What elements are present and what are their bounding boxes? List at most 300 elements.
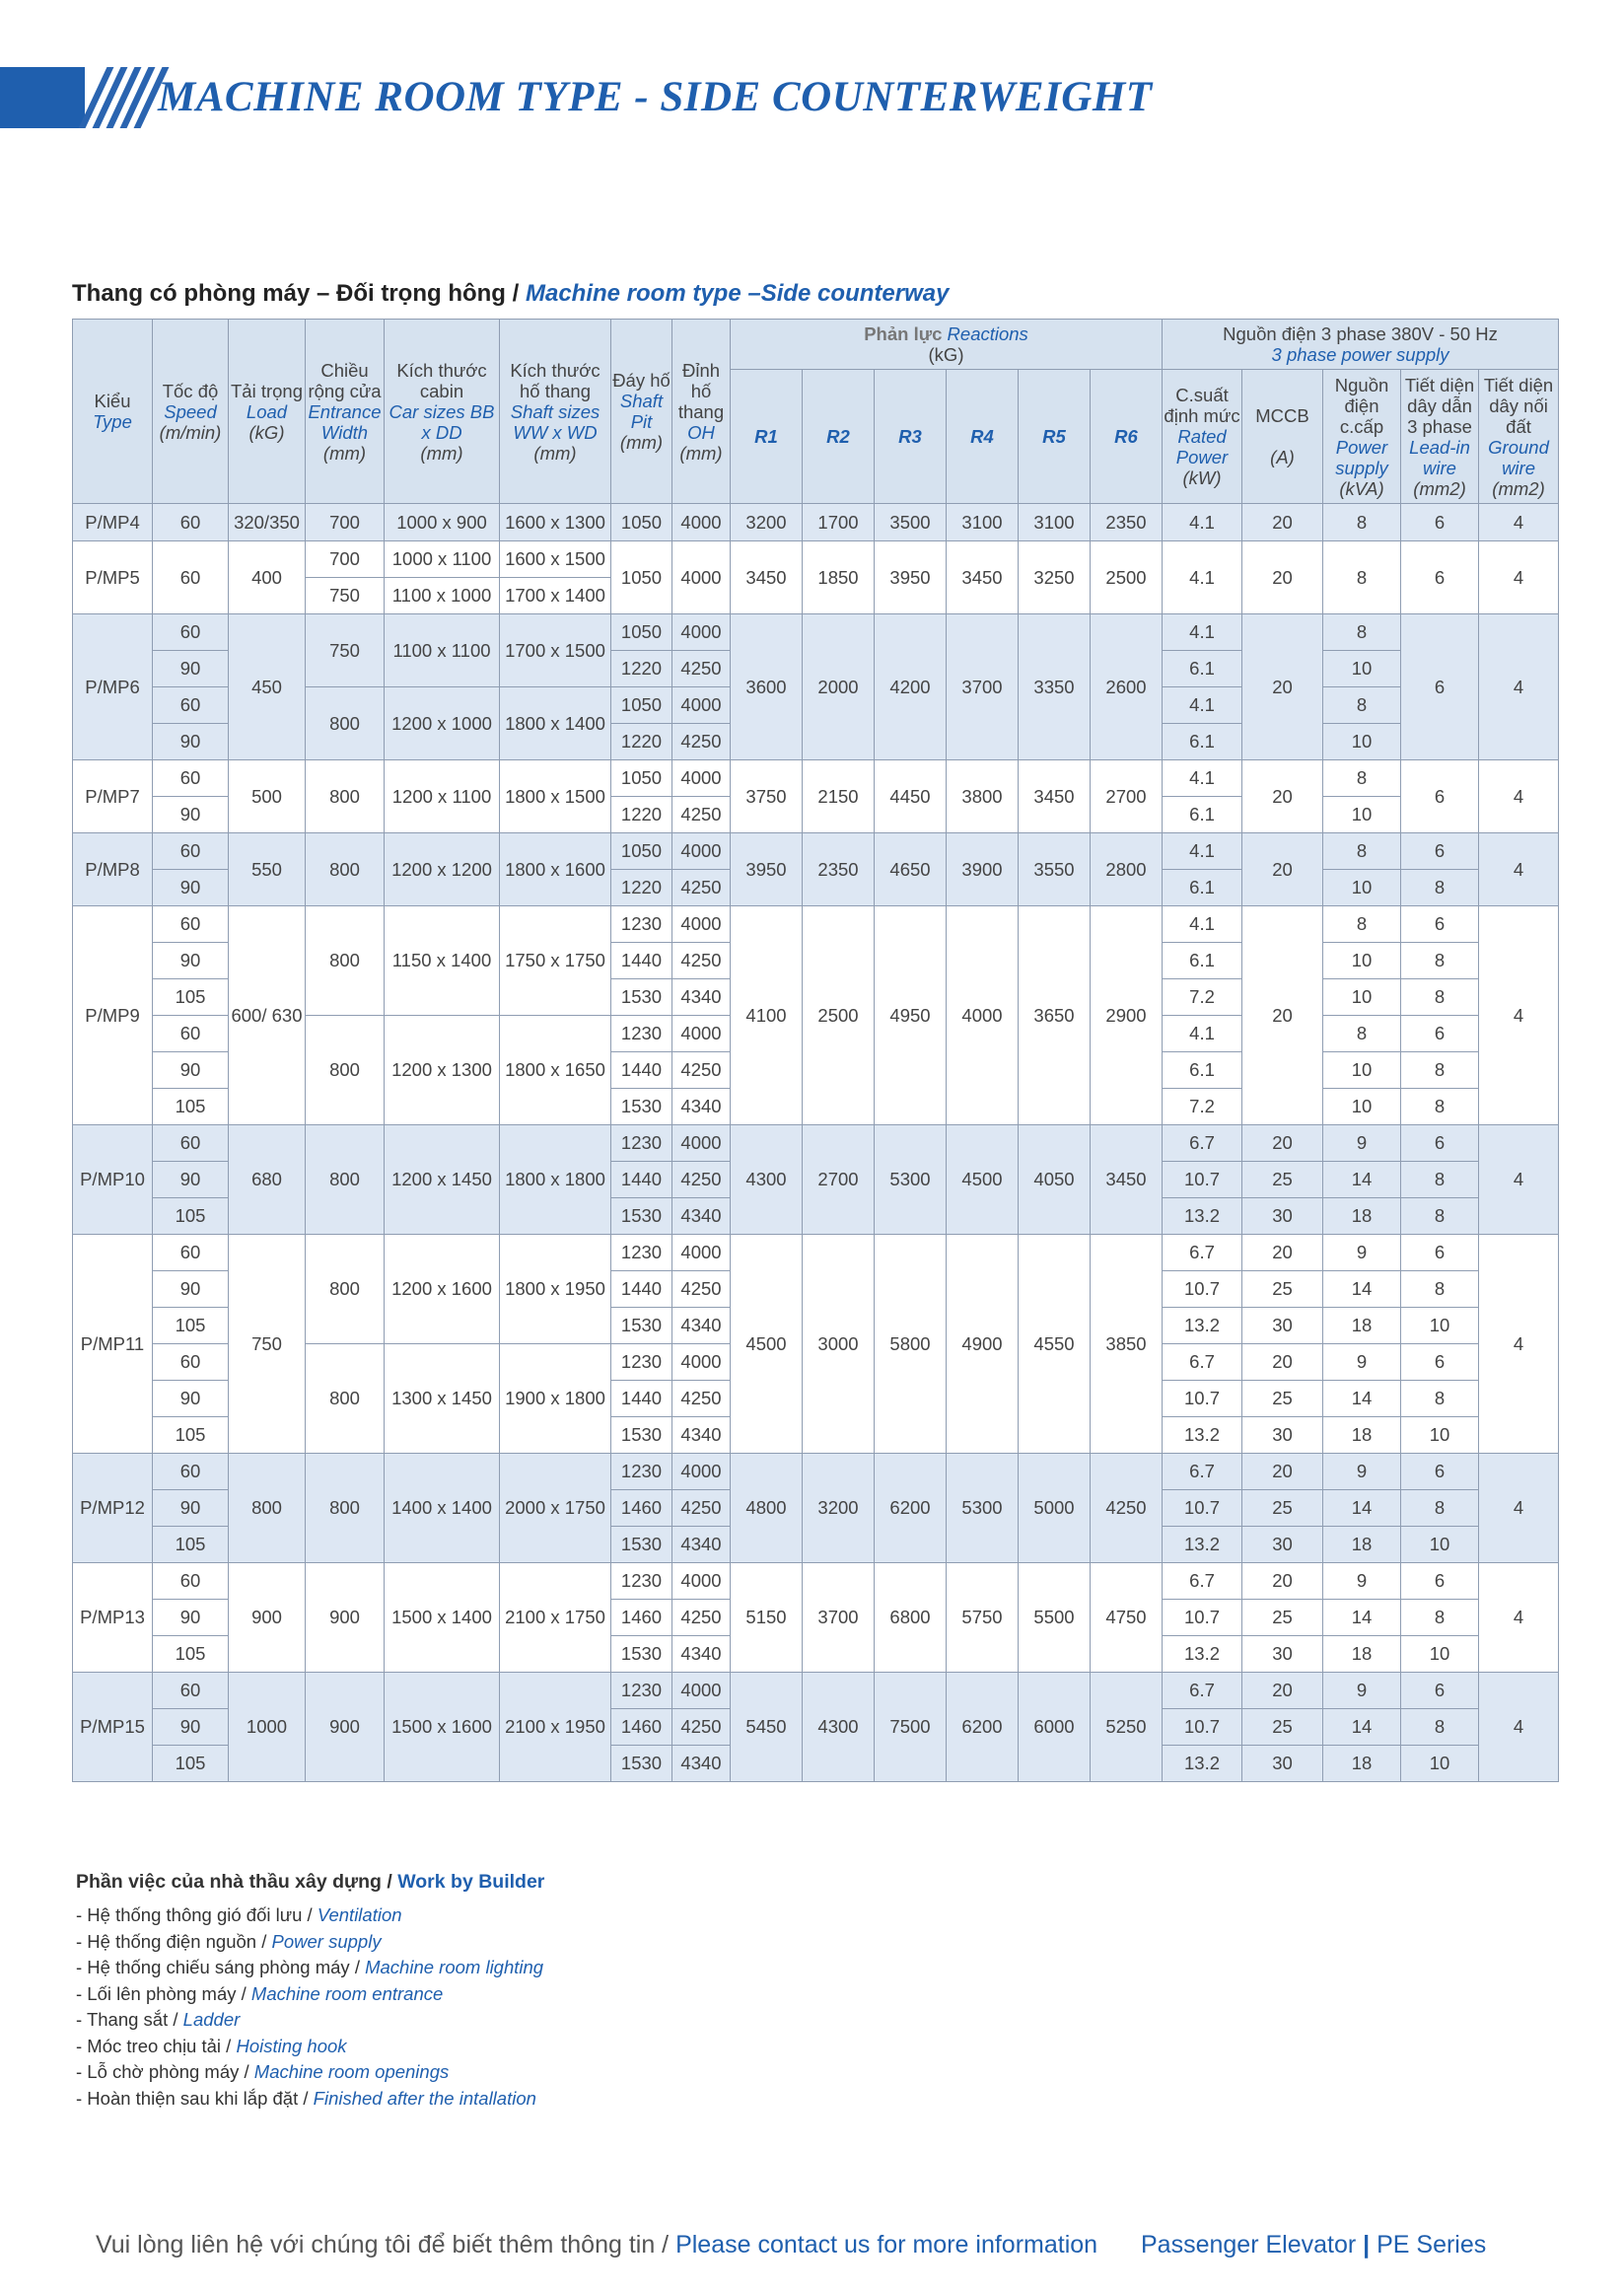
table-cell: 4 — [1479, 760, 1559, 833]
table-cell: 4 — [1479, 906, 1559, 1125]
table-cell: 10 — [1323, 870, 1401, 906]
table-cell: 5250 — [1091, 1673, 1163, 1782]
table-cell: 450 — [229, 614, 306, 760]
table-cell: 4250 — [672, 870, 731, 906]
header-reactions: Phản lực Reactions (kG) — [731, 320, 1163, 370]
table-cell: 4340 — [672, 979, 731, 1016]
table-cell: 25 — [1242, 1381, 1323, 1417]
table-cell: 3500 — [875, 504, 947, 541]
page-title: MACHINE ROOM TYPE - SIDE COUNTERWEIGHT — [158, 74, 1153, 120]
table-cell: 1500 x 1400 — [385, 1563, 500, 1673]
table-cell: 800 — [306, 833, 385, 906]
table-cell: 90 — [153, 724, 229, 760]
table-cell: 4000 — [672, 541, 731, 614]
table-cell: 900 — [306, 1563, 385, 1673]
table-cell: 4900 — [947, 1235, 1019, 1454]
table-cell: P/MP6 — [73, 614, 153, 760]
table-cell: 90 — [153, 651, 229, 687]
table-cell: 1800 x 1500 — [500, 760, 611, 833]
table-cell: 4250 — [672, 1490, 731, 1527]
table-cell: 4250 — [672, 1052, 731, 1089]
table-cell: 750 — [306, 614, 385, 687]
table-cell: 1460 — [611, 1600, 672, 1636]
table-cell: 3250 — [1019, 541, 1091, 614]
table-cell: 4550 — [1019, 1235, 1091, 1454]
table-cell: 4000 — [672, 1673, 731, 1709]
table-cell: 1700 x 1500 — [500, 614, 611, 687]
table-cell: 9 — [1323, 1454, 1401, 1490]
table-cell: 1050 — [611, 760, 672, 797]
table-cell: 1900 x 1800 — [500, 1344, 611, 1454]
table-cell: 60 — [153, 1563, 229, 1600]
table-cell: 1750 x 1750 — [500, 906, 611, 1016]
table-cell: 4250 — [672, 943, 731, 979]
table-row — [73, 1454, 1559, 1490]
table-cell: 5000 — [1019, 1454, 1091, 1563]
table-cell: 1100 x 1000 — [385, 578, 500, 614]
table-cell: 1230 — [611, 1344, 672, 1381]
table-cell: 1100 x 1100 — [385, 614, 500, 687]
table-cell: 18 — [1323, 1527, 1401, 1563]
table-cell: 105 — [153, 1308, 229, 1344]
model-group — [73, 833, 1559, 906]
table-cell: 4.1 — [1163, 614, 1242, 651]
table-cell: 1000 x 1100 — [385, 541, 500, 578]
table-cell: 800 — [306, 1454, 385, 1563]
header-r2: R2 — [803, 370, 875, 504]
table-cell: 1530 — [611, 1417, 672, 1454]
table-cell: 1440 — [611, 1162, 672, 1198]
table-cell: 60 — [153, 504, 229, 541]
table-cell: 4000 — [672, 1016, 731, 1052]
table-cell: 6.7 — [1163, 1344, 1242, 1381]
table-cell: 5300 — [875, 1125, 947, 1235]
table-cell: 2900 — [1091, 906, 1163, 1125]
table-cell: 4000 — [672, 687, 731, 724]
model-group — [73, 760, 1559, 833]
table-cell: 10.7 — [1163, 1381, 1242, 1417]
table-row — [73, 833, 1559, 870]
model-group — [73, 614, 1559, 760]
table-cell: 4340 — [672, 1636, 731, 1673]
table-cell: 6 — [1401, 1125, 1479, 1162]
spec-table — [72, 319, 1559, 1782]
header-power: Nguồn điện 3 phase 380V - 50 Hz 3 phase power supply — [1163, 320, 1559, 370]
table-cell: 20 — [1242, 1235, 1323, 1271]
table-cell: 60 — [153, 760, 229, 797]
table-cell: 8 — [1401, 1052, 1479, 1089]
header-type: Kiểu Type — [73, 320, 153, 504]
table-cell: 4.1 — [1163, 687, 1242, 724]
table-cell: 6.1 — [1163, 651, 1242, 687]
table-cell: 60 — [153, 1454, 229, 1490]
table-cell: 90 — [153, 1490, 229, 1527]
table-cell: 13.2 — [1163, 1746, 1242, 1782]
table-cell: 800 — [306, 906, 385, 1016]
table-cell: 2600 — [1091, 614, 1163, 760]
table-row — [73, 760, 1559, 797]
table-cell: 14 — [1323, 1381, 1401, 1417]
table-cell: 18 — [1323, 1198, 1401, 1235]
table-cell: 4300 — [731, 1125, 803, 1235]
table-cell: 60 — [153, 1673, 229, 1709]
table-cell: 4250 — [672, 797, 731, 833]
table-cell: 6 — [1401, 614, 1479, 760]
table-cell: 90 — [153, 1271, 229, 1308]
table-cell: 60 — [153, 1125, 229, 1162]
table-cell: 5500 — [1019, 1563, 1091, 1673]
table-cell: 10.7 — [1163, 1600, 1242, 1636]
table-cell: 105 — [153, 979, 229, 1016]
header-rated-power: C.suất định mức Rated Power (kW) — [1163, 370, 1242, 504]
table-cell: 10 — [1401, 1417, 1479, 1454]
table-cell: 7.2 — [1163, 979, 1242, 1016]
table-cell: 3550 — [1019, 833, 1091, 906]
model-group — [73, 1454, 1559, 1563]
table-cell: 1700 x 1400 — [500, 578, 611, 614]
table-cell: 8 — [1401, 1490, 1479, 1527]
table-cell: 10 — [1323, 724, 1401, 760]
table-cell: 7.2 — [1163, 1089, 1242, 1125]
table-cell: 3350 — [1019, 614, 1091, 760]
table-cell: 4650 — [875, 833, 947, 906]
table-cell: 4.1 — [1163, 760, 1242, 797]
table-cell: 1230 — [611, 906, 672, 943]
table-cell: 13.2 — [1163, 1198, 1242, 1235]
table-cell: 10 — [1401, 1636, 1479, 1673]
table-cell: 4000 — [672, 1235, 731, 1271]
table-cell: 1700 — [803, 504, 875, 541]
table-cell: P/MP12 — [73, 1454, 153, 1563]
model-group — [73, 504, 1559, 541]
table-cell: P/MP13 — [73, 1563, 153, 1673]
table-cell: 1200 x 1200 — [385, 833, 500, 906]
table-cell: 6 — [1401, 1235, 1479, 1271]
table-cell: 4500 — [731, 1235, 803, 1454]
table-cell: 6 — [1401, 1016, 1479, 1052]
table-cell: 4.1 — [1163, 504, 1242, 541]
table-cell: P/MP10 — [73, 1125, 153, 1235]
table-cell: 1220 — [611, 870, 672, 906]
table-cell: 105 — [153, 1417, 229, 1454]
model-group — [73, 1235, 1559, 1454]
table-cell: 90 — [153, 870, 229, 906]
table-cell: 60 — [153, 1235, 229, 1271]
table-cell: 1850 — [803, 541, 875, 614]
table-cell: 1050 — [611, 614, 672, 651]
table-cell: 800 — [306, 1235, 385, 1344]
table-cell: 1530 — [611, 1636, 672, 1673]
table-cell: 4 — [1479, 1235, 1559, 1454]
table-cell: 4000 — [672, 504, 731, 541]
table-cell: 800 — [306, 760, 385, 833]
table-cell: 8 — [1401, 1709, 1479, 1746]
list-item: - Hệ thống thông gió đối lưu / Ventilation — [76, 1904, 402, 1925]
table-cell: 4 — [1479, 1563, 1559, 1673]
table-cell: 1230 — [611, 1016, 672, 1052]
table-cell: 1230 — [611, 1125, 672, 1162]
table-cell: 6.7 — [1163, 1563, 1242, 1600]
table-cell: 3100 — [1019, 504, 1091, 541]
table-cell: 2150 — [803, 760, 875, 833]
table-cell: 3950 — [875, 541, 947, 614]
table-cell: 500 — [229, 760, 306, 833]
list-item: - Hoàn thiện sau khi lắp đặt / Finished after the intallation — [76, 2087, 536, 2109]
table-cell: 60 — [153, 906, 229, 943]
table-cell: 20 — [1242, 760, 1323, 833]
table-cell: 6 — [1401, 906, 1479, 943]
table-cell: 90 — [153, 1381, 229, 1417]
table-cell: 1460 — [611, 1709, 672, 1746]
table-row — [73, 906, 1559, 943]
table-cell: 2350 — [803, 833, 875, 906]
table-cell: 60 — [153, 1016, 229, 1052]
table-cell: 18 — [1323, 1308, 1401, 1344]
table-cell: 105 — [153, 1527, 229, 1563]
table-cell: 2000 x 1750 — [500, 1454, 611, 1563]
table-cell: 6.7 — [1163, 1235, 1242, 1271]
table-cell: 800 — [306, 687, 385, 760]
table-cell: 20 — [1242, 614, 1323, 760]
builder-work-section — [76, 1871, 544, 2112]
table-cell: 1800 x 1950 — [500, 1235, 611, 1344]
table-cell: 3200 — [731, 504, 803, 541]
table-cell: 13.2 — [1163, 1636, 1242, 1673]
table-cell: 18 — [1323, 1746, 1401, 1782]
table-cell: 4.1 — [1163, 1016, 1242, 1052]
table-cell: 4340 — [672, 1198, 731, 1235]
table-cell: 105 — [153, 1198, 229, 1235]
table-cell: 4200 — [875, 614, 947, 760]
table-cell: P/MP8 — [73, 833, 153, 906]
list-item: - Hệ thống điện nguồn / Power supply — [76, 1930, 382, 1952]
table-cell: 320/350 — [229, 504, 306, 541]
table-cell: 1000 — [229, 1673, 306, 1782]
table-cell: 10 — [1323, 651, 1401, 687]
table-cell: 3200 — [803, 1454, 875, 1563]
table-cell: 8 — [1401, 1198, 1479, 1235]
table-cell: 14 — [1323, 1709, 1401, 1746]
header-speed: Tốc độ Speed (m/min) — [153, 320, 229, 504]
model-group — [73, 541, 1559, 614]
table-cell: 1200 x 1100 — [385, 760, 500, 833]
table-cell: 4250 — [672, 1381, 731, 1417]
table-cell: 1600 x 1300 — [500, 504, 611, 541]
table-cell: 90 — [153, 1162, 229, 1198]
table-cell: 20 — [1242, 833, 1323, 906]
table-cell: 3850 — [1091, 1235, 1163, 1454]
table-cell: 8 — [1323, 614, 1401, 651]
table-cell: 1220 — [611, 651, 672, 687]
table-cell: 1530 — [611, 1198, 672, 1235]
footer-product: Passenger Elevator | PE Series — [1141, 2231, 1487, 2258]
table-cell: P/MP15 — [73, 1673, 153, 1782]
header-car: Kích thước cabin Car sizes BB x DD (mm) — [385, 320, 500, 504]
table-cell: 1800 x 1600 — [500, 833, 611, 906]
table-cell: 2350 — [1091, 504, 1163, 541]
table-cell: 10.7 — [1163, 1162, 1242, 1198]
table-cell: 2100 x 1950 — [500, 1673, 611, 1782]
table-cell: 1800 x 1400 — [500, 687, 611, 760]
table-row — [73, 614, 1559, 651]
table-cell: 1530 — [611, 979, 672, 1016]
table-cell: 700 — [306, 504, 385, 541]
table-cell: 8 — [1401, 1089, 1479, 1125]
table-cell: 8 — [1401, 1271, 1479, 1308]
table-cell: 1230 — [611, 1563, 672, 1600]
table-cell: 90 — [153, 1600, 229, 1636]
table-cell: 1150 x 1400 — [385, 906, 500, 1016]
table-caption — [72, 280, 949, 308]
table-cell: 6.1 — [1163, 797, 1242, 833]
table-cell: 30 — [1242, 1417, 1323, 1454]
table-cell: 900 — [229, 1563, 306, 1673]
table-cell: 3000 — [803, 1235, 875, 1454]
table-cell: 6.1 — [1163, 1052, 1242, 1089]
table-cell: 4000 — [672, 1563, 731, 1600]
table-cell: 6.7 — [1163, 1125, 1242, 1162]
table-cell: 4250 — [672, 1600, 731, 1636]
table-cell: 5150 — [731, 1563, 803, 1673]
table-cell: 6 — [1401, 833, 1479, 870]
table-cell: 600/ 630 — [229, 906, 306, 1125]
table-cell: 9 — [1323, 1673, 1401, 1709]
list-item: - Lối lên phòng máy / Machine room entrance — [76, 1982, 444, 2004]
builder-work-list — [76, 1902, 544, 2112]
header-r5: R5 — [1019, 370, 1091, 504]
table-cell: 10 — [1401, 1308, 1479, 1344]
table-cell: 14 — [1323, 1490, 1401, 1527]
table-cell: 1230 — [611, 1673, 672, 1709]
table-cell: 4 — [1479, 1673, 1559, 1782]
table-cell: 4340 — [672, 1417, 731, 1454]
table-cell: 20 — [1242, 1563, 1323, 1600]
table-cell: 20 — [1242, 1673, 1323, 1709]
table-cell: 14 — [1323, 1162, 1401, 1198]
table-cell: 30 — [1242, 1636, 1323, 1673]
footer-contact: Vui lòng liên hệ với chúng tôi để biết thêm thông tin / Please contact us for more information — [96, 2231, 1098, 2258]
table-cell: 4250 — [672, 724, 731, 760]
table-cell: 800 — [229, 1454, 306, 1563]
table-cell: 1600 x 1500 — [500, 541, 611, 578]
header-r6: R6 — [1091, 370, 1163, 504]
table-cell: 20 — [1242, 541, 1323, 614]
table-cell: 10 — [1323, 1052, 1401, 1089]
table-cell: 1230 — [611, 1454, 672, 1490]
table-cell: 3950 — [731, 833, 803, 906]
table-cell: 60 — [153, 614, 229, 651]
table-cell: 4950 — [875, 906, 947, 1125]
table-cell: 1300 x 1450 — [385, 1344, 500, 1454]
table-cell: 4.1 — [1163, 541, 1242, 614]
header-load: Tải trọng Load (kG) — [229, 320, 306, 504]
table-cell: 6000 — [1019, 1673, 1091, 1782]
table-cell: 1220 — [611, 797, 672, 833]
table-cell: 2000 — [803, 614, 875, 760]
table-cell: 6200 — [875, 1454, 947, 1563]
table-cell: 8 — [1323, 760, 1401, 797]
table-cell: 9 — [1323, 1235, 1401, 1271]
table-cell: 1050 — [611, 833, 672, 870]
table-cell: 18 — [1323, 1636, 1401, 1673]
table-cell: 20 — [1242, 1125, 1323, 1162]
table-cell: 13.2 — [1163, 1417, 1242, 1454]
header-ground-wire: Tiết diện dây nối đất Ground wire (mm2) — [1479, 370, 1559, 504]
table-cell: 60 — [153, 833, 229, 870]
table-cell: 750 — [306, 578, 385, 614]
table-cell: 4000 — [672, 760, 731, 797]
table-cell: 3900 — [947, 833, 1019, 906]
table-cell: 105 — [153, 1746, 229, 1782]
table-cell: 4250 — [1091, 1454, 1163, 1563]
table-cell: 2500 — [1091, 541, 1163, 614]
table-cell: 7500 — [875, 1673, 947, 1782]
table-cell: 6.7 — [1163, 1454, 1242, 1490]
table-cell: 3800 — [947, 760, 1019, 833]
table-cell: 4100 — [731, 906, 803, 1125]
table-cell: 10 — [1323, 1089, 1401, 1125]
table-cell: 1000 x 900 — [385, 504, 500, 541]
table-cell: 6 — [1401, 1344, 1479, 1381]
table-cell: 20 — [1242, 504, 1323, 541]
table-cell: 2700 — [803, 1125, 875, 1235]
table-cell: 1200 x 1000 — [385, 687, 500, 760]
header-power-supply: Nguồn điện c.cấp Power supply (kVA) — [1323, 370, 1401, 504]
table-cell: 1050 — [611, 504, 672, 541]
table-cell: 800 — [306, 1016, 385, 1125]
table-cell: 3750 — [731, 760, 803, 833]
table-cell: 10 — [1401, 1746, 1479, 1782]
table-cell: 1200 x 1450 — [385, 1125, 500, 1235]
table-cell: 4 — [1479, 504, 1559, 541]
table-cell: 10 — [1401, 1527, 1479, 1563]
table-cell: 1050 — [611, 687, 672, 724]
table-cell: 13.2 — [1163, 1527, 1242, 1563]
table-cell: 6 — [1401, 1563, 1479, 1600]
table-cell: P/MP7 — [73, 760, 153, 833]
table-cell: 4050 — [1019, 1125, 1091, 1235]
table-cell: 90 — [153, 943, 229, 979]
table-cell: 3650 — [1019, 906, 1091, 1125]
table-cell: 1200 x 1300 — [385, 1016, 500, 1125]
table-cell: 60 — [153, 541, 229, 614]
table-row — [73, 541, 1559, 578]
table-cell: 4 — [1479, 1125, 1559, 1235]
builder-work-title: Phần việc của nhà thầu xây dựng / Work by Builder — [76, 1871, 545, 1893]
table-cell: 10.7 — [1163, 1490, 1242, 1527]
table-cell: 6 — [1401, 1673, 1479, 1709]
table-cell: 6.7 — [1163, 1673, 1242, 1709]
table-cell: 680 — [229, 1125, 306, 1235]
table-cell: 13.2 — [1163, 1308, 1242, 1344]
table-cell: 4450 — [875, 760, 947, 833]
table-cell: 3450 — [731, 541, 803, 614]
table-row — [73, 1125, 1559, 1162]
table-cell: 6 — [1401, 760, 1479, 833]
table-cell: 4 — [1479, 833, 1559, 906]
table-cell: 4340 — [672, 1308, 731, 1344]
table-cell: 8 — [1401, 870, 1479, 906]
table-cell: 4500 — [947, 1125, 1019, 1235]
table-cell: 1230 — [611, 1235, 672, 1271]
table-cell: 5300 — [947, 1454, 1019, 1563]
table-cell: 14 — [1323, 1271, 1401, 1308]
table-cell: 9 — [1323, 1563, 1401, 1600]
table-cell: 1530 — [611, 1308, 672, 1344]
table-cell: 4340 — [672, 1746, 731, 1782]
model-group — [73, 906, 1559, 1125]
table-cell: 10 — [1323, 797, 1401, 833]
